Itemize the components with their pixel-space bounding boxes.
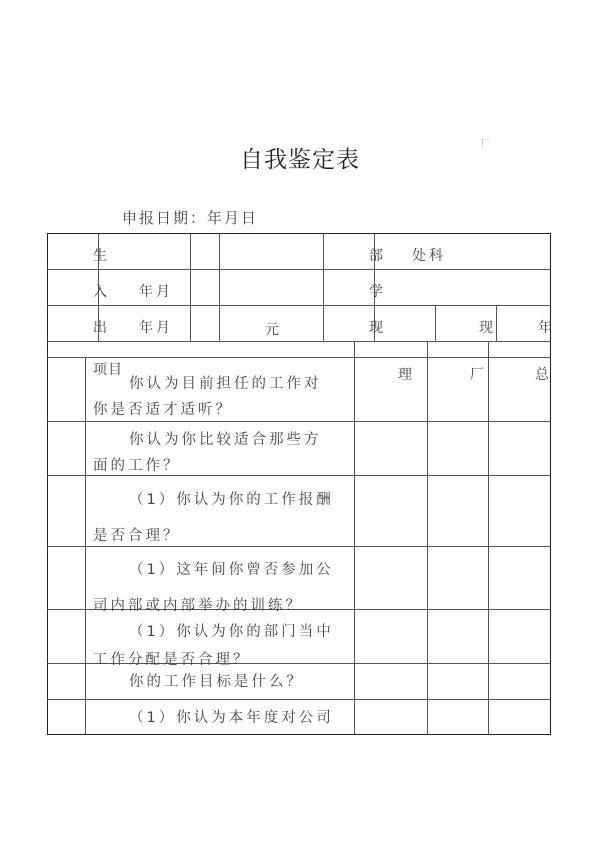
header-label-department: 部 bbox=[369, 248, 384, 264]
declaration-date: 申报日期：年月日 bbox=[122, 209, 259, 227]
row-divider bbox=[47, 269, 551, 270]
corner-mark: 厂 bbox=[481, 139, 491, 149]
column-header-manager: 理 bbox=[398, 367, 413, 383]
col-divider bbox=[219, 233, 220, 342]
header-label-birth: 出 bbox=[93, 320, 108, 336]
table-left-border bbox=[47, 233, 48, 735]
question-text: 你是否适才适听？ bbox=[93, 402, 233, 418]
table-right-border bbox=[550, 233, 551, 735]
header-label-current-2: 现 bbox=[479, 320, 494, 336]
row-divider bbox=[47, 357, 551, 358]
header-label-entry: 入 bbox=[93, 284, 108, 300]
col-divider bbox=[435, 305, 436, 342]
question-row-3 bbox=[93, 482, 363, 554]
question-text: 你认为目前担任的工作对 bbox=[129, 376, 322, 392]
question-text: （1）你认为本年度对公司 bbox=[129, 710, 334, 726]
question-text: 你认为你比较适合那些方 bbox=[129, 432, 322, 448]
question-text: （1）这年间你曾否参加公 bbox=[129, 562, 334, 578]
header-label-education: 学 bbox=[369, 284, 384, 300]
header-label-surname: 生 bbox=[93, 248, 108, 264]
table-top-border bbox=[47, 233, 551, 234]
col-divider bbox=[190, 233, 191, 342]
question-text: 是否合理？ bbox=[93, 528, 181, 544]
question-row-5 bbox=[93, 618, 363, 674]
question-text: （1）你认为你的工作报酬 bbox=[129, 492, 334, 508]
header-value-department: 处科 bbox=[412, 248, 446, 264]
row-divider bbox=[47, 699, 551, 700]
question-text: 司内部或内部举办的训练？ bbox=[93, 598, 303, 614]
header-value-entry-date: 年月 bbox=[139, 284, 173, 300]
column-header-general: 总 bbox=[535, 367, 550, 383]
col-divider bbox=[323, 233, 324, 342]
table-bottom-border bbox=[47, 734, 551, 735]
col-divider bbox=[427, 341, 428, 735]
question-row-2 bbox=[93, 427, 353, 479]
page-title: 自我鉴定表 bbox=[240, 147, 360, 173]
col-divider bbox=[488, 341, 489, 735]
header-value-salary-unit: 元 bbox=[265, 322, 280, 338]
question-row-6 bbox=[93, 669, 363, 695]
question-row-4 bbox=[93, 552, 363, 624]
question-text: 面的工作？ bbox=[93, 458, 181, 474]
row-divider bbox=[47, 341, 551, 342]
column-header-item: 项目 bbox=[93, 362, 123, 378]
question-text: （1）你认为你的部门当中 bbox=[129, 624, 334, 640]
column-header-factory: 厂 bbox=[470, 367, 485, 383]
header-label-year: 年 bbox=[538, 320, 553, 336]
question-text: 你的工作目标是什么？ bbox=[129, 674, 304, 690]
question-row-1 bbox=[93, 371, 353, 423]
col-divider bbox=[496, 305, 497, 342]
header-value-birth-date: 年月 bbox=[139, 320, 173, 336]
header-label-current: 现 bbox=[369, 320, 384, 336]
row-divider bbox=[47, 305, 551, 306]
question-row-7 bbox=[93, 705, 363, 731]
question-text: 工作分配是否合理？ bbox=[93, 652, 251, 668]
